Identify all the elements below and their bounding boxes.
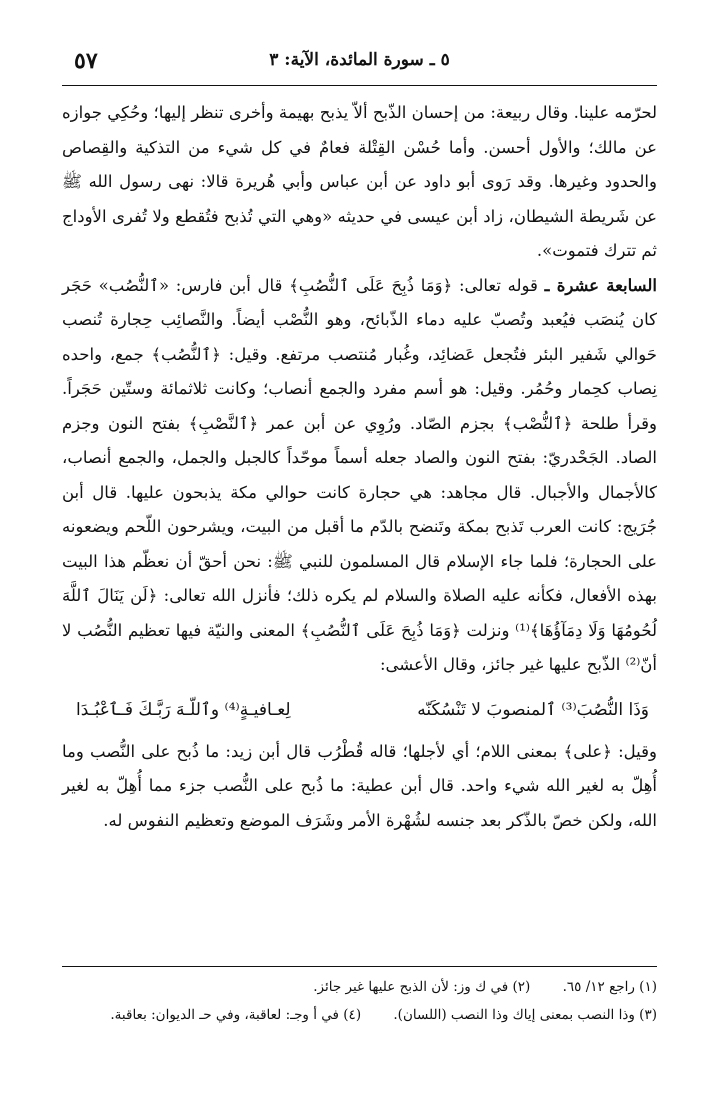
- poetry-verse: [62, 685, 657, 735]
- running-title: ٥ ـ سورة المائدة، الآية: ٣: [269, 50, 450, 70]
- footnote-row-1: [62, 973, 657, 1001]
- footnote-4: (٤) في أ وجـ: لعاقبة، وفي حـ الديوان: بعاقبة.: [110, 1007, 362, 1023]
- footnote-1: (١) راجع ١٢/ ٦٥.: [562, 979, 657, 995]
- section-heading: السابعة عشرة ـ: [544, 275, 657, 295]
- page-header: [62, 40, 657, 86]
- verse-first-hemistich: وَذَا النُّصُبَ⁽³⁾ ٱلمنصوبَ لا تَنْسُكَنّه: [417, 699, 649, 720]
- footnotes: [62, 966, 657, 1029]
- footnote-3: (٣) وذا النصب بمعنى إياك وذا النصب (اللسان).: [393, 1007, 657, 1023]
- page-number: ٥٧: [74, 48, 98, 74]
- paragraph-3: وقيل: ﴿على﴾ بمعنى اللام؛ أي لأجلها؛ قاله قُطْرُب قال أبن زيد: ما ذُبح على النُّصب وما أُهِلّ به لغير الله شيء واحد. قال أبن عطية: ما ذُبح على النُّصب جزء مما أُهِلّ به لغير الله، ولكن خصّ بالذّكر بعد جنسه لشُهْرة الأمر وشَرَف الموضع وتعظيم النفوس له.: [62, 741, 657, 830]
- footnote-2: (٢) في ك وز: لأن الذبح عليها غير جائز.: [313, 979, 531, 995]
- paragraph-2-text: قوله تعالى: ﴿وَمَا ذُبِحَ عَلَى ٱلنُّصُبِ﴾ قال أبن فارس: «ٱلنُّصُب» حَجَر كان يُنصَب فيُعبد وتُصبّ عليه دماء الذّبائح، وهو النُّصْب أيضاً. والنَّصائِب حِجارة تُنصب حَوالي شَفير البئر فتُجعل عَضائِد، وغُبار مُنتصب مرتفع. وقيل: ﴿ٱلنُّصُب﴾ جمع، واحده نِصاب كحِمار وحُمُر. وقيل: هو أسم مفرد والجمع أنصاب؛ وكانت ثلاثمائة وستّين حَجَراً. وقرأ طلحة ﴿ٱلنُّصْب﴾ بجزم الصّاد. ورُوِي عن أبن عمر ﴿ٱلنَّصْبِ﴾ بفتح النون وجزم الصاد. الجَحْدريّ: بفتح النون والصاد جعله أسماً موحّداً كالجبل والجمل، والجمع أنصاب، كالأجمال والأجبال. قال مجاهد: هي حجارة كانت حوالي مكة يذبحون عليها. قال أبن جُرَيج: كانت العرب تَذبح بمكة وتَنضح بالدّم ما أقبل من البيت، ويشرحون اللّحم ويضعونه على الحجارة؛ فلما جاء الإسلام قال المسلمون للنبي ﷺ: نحن أحقّ أن نعظّم هذا البيت بهذه الأفعال، فكأنه عليه الصلاة والسلام لم يكره ذلك؛ فأنزل الله تعالى: ﴿لَن يَنَالَ ٱللَّهَ لُحُومُهَا وَلَا دِمَآؤُهَا﴾⁽¹⁾ ونزلت ﴿وَمَا ذُبِحَ عَلَى ٱلنُّصُبِ﴾ المعنى والنيّة فيها تعظيم النُّصُب لا أنّ⁽²⁾ الذّبح عليها غير جائز، وقال الأعشى:: [62, 275, 657, 674]
- verse-second-hemistich: لِعـافيـةٍ⁽⁴⁾ وٱللّـهَ رَبَّـكَ فَـٱعْبُـدَا: [76, 699, 291, 720]
- paragraph-2: [62, 269, 657, 683]
- paragraph-1: لحرّمه علينا. وقال ربيعة: من إحسان الذّبح ألاّ يذبح بهيمة وأخرى تنظر إليها؛ وحُكِي جوازه عن مالك؛ والأول أحسن. وأما حُسْن القِتْلة فعامٌ في كل شيء من التذكية والقِصاص والحدود وغيرها. وقد رَوى أبو داود عن أبن عباس وأبي هُريرة قالا: نهى رسول الله ﷺ عن شَريطة الشيطان، زاد أبن عيسى في حديثه «وهي التي تُذبح فتُقطع ولا تُفرى الأوداج ثم تترك فتموت».: [62, 103, 657, 260]
- footnote-row-2: [62, 1001, 657, 1029]
- main-text: [62, 96, 657, 838]
